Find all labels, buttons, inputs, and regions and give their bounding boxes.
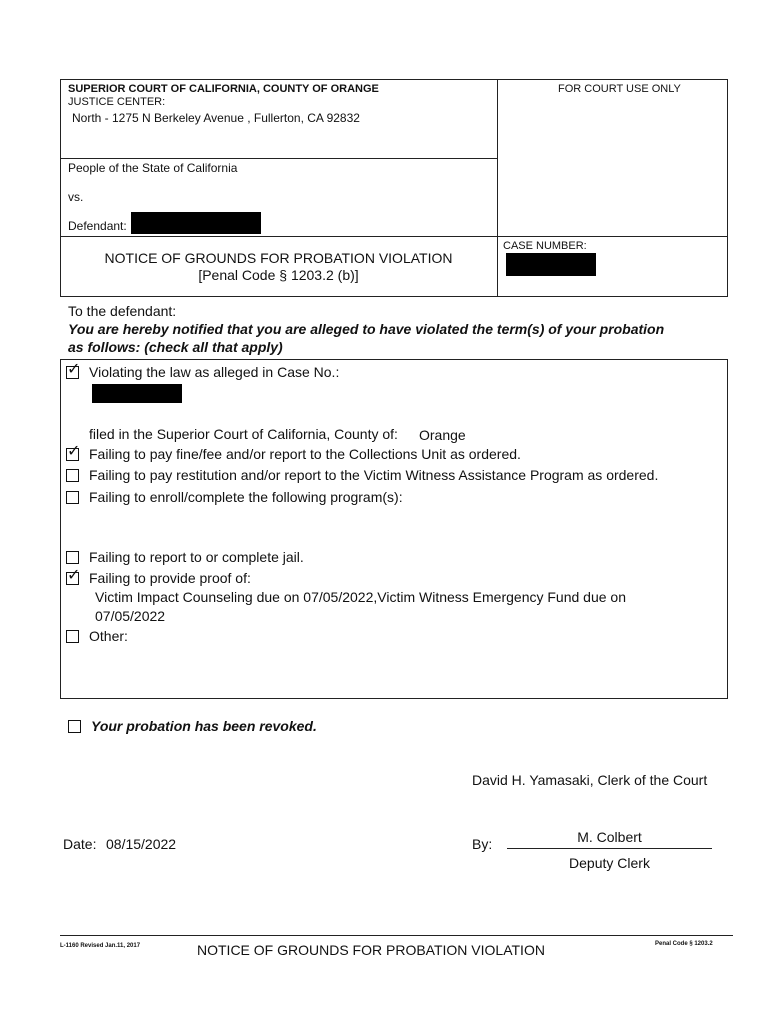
penal-code-ref: [Penal Code § 1203.2 (b)] — [198, 267, 359, 283]
other-checkbox[interactable] — [66, 630, 79, 643]
fine-checkbox[interactable] — [66, 443, 81, 461]
clerk-of-court: David H. Yamasaki, Clerk of the Court — [472, 772, 708, 788]
notice-title: NOTICE OF GROUNDS FOR PROBATION VIOLATION — [104, 250, 453, 266]
jail-checkbox[interactable] — [66, 551, 79, 564]
form-id: L-1160 Revised Jan.11, 2017 — [60, 943, 141, 949]
case-number-redaction — [506, 253, 596, 276]
case-number-label: CASE NUMBER: — [503, 240, 587, 252]
signature-line — [507, 848, 712, 849]
law-label: Violating the law as alleged in Case No.: — [89, 364, 340, 380]
revoked-checkbox[interactable] — [68, 720, 81, 733]
other-label: Other: — [89, 628, 128, 644]
date-value: 08/15/2022 — [106, 836, 177, 852]
signer-name: M. Colbert — [577, 829, 642, 845]
date-label: Date: — [63, 836, 97, 852]
caption-divider-2 — [60, 236, 728, 237]
court-name: SUPERIOR COURT OF CALIFORNIA, COUNTY OF ORANGE — [68, 83, 379, 95]
law-checkbox[interactable] — [66, 361, 81, 379]
notified-line-2: as follows: (check all that apply) — [68, 339, 283, 355]
check-icon: ✓ — [67, 443, 81, 460]
fine-label: Failing to pay fine/fee and/or report to the Collections Unit as ordered. — [89, 446, 521, 462]
program-label: Failing to enroll/complete the following program(s): — [89, 489, 403, 505]
court-address: North - 1275 N Berkeley Avenue , Fullerton, CA 92832 — [72, 111, 360, 125]
court-use-label: FOR COURT USE ONLY — [558, 83, 681, 95]
caption-divider-vertical — [497, 79, 498, 297]
proof-detail-line-2: 07/05/2022 — [95, 608, 166, 624]
proof-label: Failing to provide proof of: — [89, 570, 251, 586]
to-defendant: To the defendant: — [68, 303, 177, 319]
people-label: People of the State of California — [68, 161, 238, 175]
proof-detail-line-1: Victim Impact Counseling due on 07/05/2022,Victim Witness Emergency Fund due on — [95, 589, 626, 605]
restitution-checkbox[interactable] — [66, 469, 79, 482]
by-label: By: — [472, 836, 493, 852]
check-icon: ✓ — [67, 361, 81, 378]
signer-title: Deputy Clerk — [569, 855, 650, 871]
footer-title: NOTICE OF GROUNDS FOR PROBATION VIOLATION — [197, 942, 545, 958]
filed-in-label: filed in the Superior Court of California, County of: — [89, 426, 398, 442]
vs-label: vs. — [68, 190, 84, 204]
proof-checkbox[interactable] — [66, 567, 81, 585]
check-icon: ✓ — [67, 567, 81, 584]
jail-label: Failing to report to or complete jail. — [89, 549, 304, 565]
related-case-redaction — [92, 384, 182, 403]
caption-divider-1 — [60, 158, 497, 159]
footer-code: Penal Code § 1203.2 — [655, 941, 713, 947]
notified-line-1: You are hereby notified that you are alleged to have violated the term(s) of your probation — [68, 321, 665, 337]
program-checkbox[interactable] — [66, 491, 79, 504]
revoked-label: Your probation has been revoked. — [91, 718, 317, 734]
defendant-label: Defendant: — [68, 219, 127, 233]
restitution-label: Failing to pay restitution and/or report to the Victim Witness Assistance Program as ordered. — [89, 467, 659, 483]
filed-county: Orange — [419, 427, 466, 443]
justice-center-label: JUSTICE CENTER: — [68, 96, 166, 108]
footer-rule — [60, 935, 733, 936]
violations-box — [60, 359, 728, 699]
defendant-name-redaction — [131, 212, 261, 234]
